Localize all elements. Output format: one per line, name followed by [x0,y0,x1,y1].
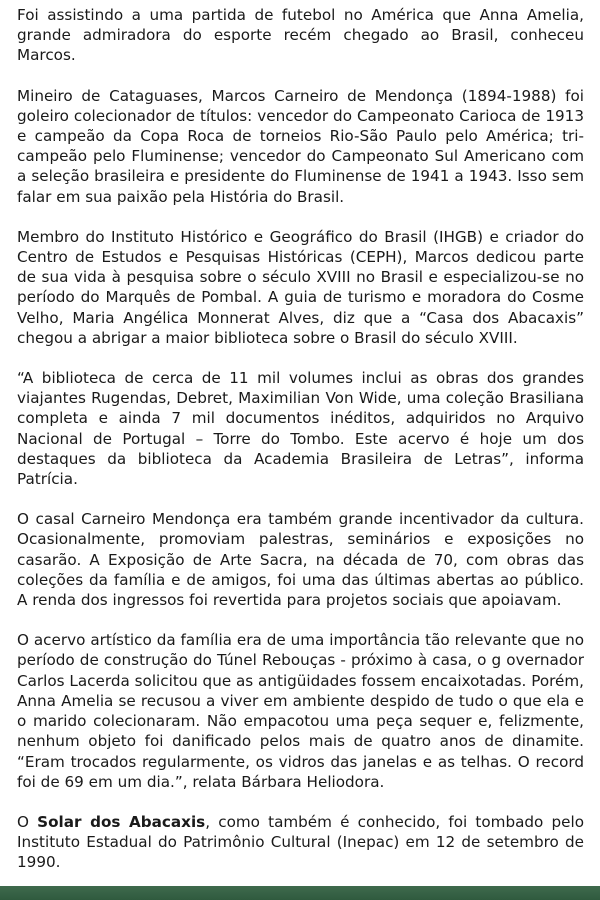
paragraph-7-prefix: O [17,812,38,831]
paragraph-3: Membro do Instituto Histórico e Geográfico do Brasil (IHGB) e criador do Centro de Estudos e Pesquisas Históricas (CEPH), Marcos dedicou parte de sua vida à pesquisa sobre o século XVIII no Brasil e especializou-se no período do Marquês de Pombal. A guia de turismo e moradora do Cosme Velho, Maria Angélica Monnerat Alves, diz que a “Casa dos Abacaxis” chegou a abrigar a maior biblioteca sobre o Brasil do século XVIII. [17,227,584,347]
paragraph-5: O casal Carneiro Mendonça era também grande incentivador da cultura. Ocasionalmente, promoviam palestras, seminários e exposições no casarão. A Exposição de Arte Sacra, na década de 70, com obras das coleções da família e de amigos, foi uma das últimas abertas ao público. A renda dos ingressos foi revertida para projetos sociais que apoiavam. [17,510,584,610]
paragraph-7-suffix: , como também é conhecido, foi tombado pelo Instituto Estadual do Patrimônio Cultural (Inepac) em 12 de setembro de 1990. [17,812,584,872]
solar-dos-abacaxis-bold: Solar dos Abacaxis [37,812,206,831]
paragraph-7 [17,812,584,873]
paragraph-2: Mineiro de Cataguases, Marcos Carneiro de Mendonça (1894-1988) foi goleiro colecionador de títulos: vencedor do Campeonato Carioca de 1913 e campeão da Copa Roca de torneios Rio-São Paulo pelo América; tri-campeão pelo Fluminense; vencedor do Campeonato Sul Americano com a seleção brasileira e presidente do Fluminense de 1941 a 1943. Isso sem falar em sua paixão pela História do Brasil. [17,86,584,206]
paragraph-1: Foi assistindo a uma partida de futebol no América que Anna Amelia, grande admiradora do esporte recém chegado ao Brasil, conheceu Marcos. [17,6,584,65]
paragraph-4: “A biblioteca de cerca de 11 mil volumes inclui as obras dos grandes viajantes Rugendas, Debret, Maximilian Von Wide, uma coleção Brasiliana completa e ainda 7 mil documentos inéditos, adquiridos no Arquivo Nacional de Portugal – Torre do Tombo. Este acervo é hoje um dos destaques da biblioteca da Academia Brasileira de Letras”, informa Patrícia. [17,369,584,489]
article-body [17,5,584,893]
bottom-bar [0,886,600,900]
paragraph-6: O acervo artístico da família era de uma importância tão relevante que no período de construção do Túnel Rebouças - próximo à casa, o g overnador Carlos Lacerda solicitou que as antigüidades fossem encaixotadas. Porém, Anna Amelia se recusou a viver em ambiente despido de tudo o que ela e o marido colecionaram. Não empacotou uma peça sequer e, felizmente, nenhum objeto foi danificado pelos mais de quatro anos de dinamite. “Eram trocados regularmente, os vidros das janelas e as telhas. O record foi de 69 em um dia.”, relata Bárbara Heliodora. [17,631,584,791]
